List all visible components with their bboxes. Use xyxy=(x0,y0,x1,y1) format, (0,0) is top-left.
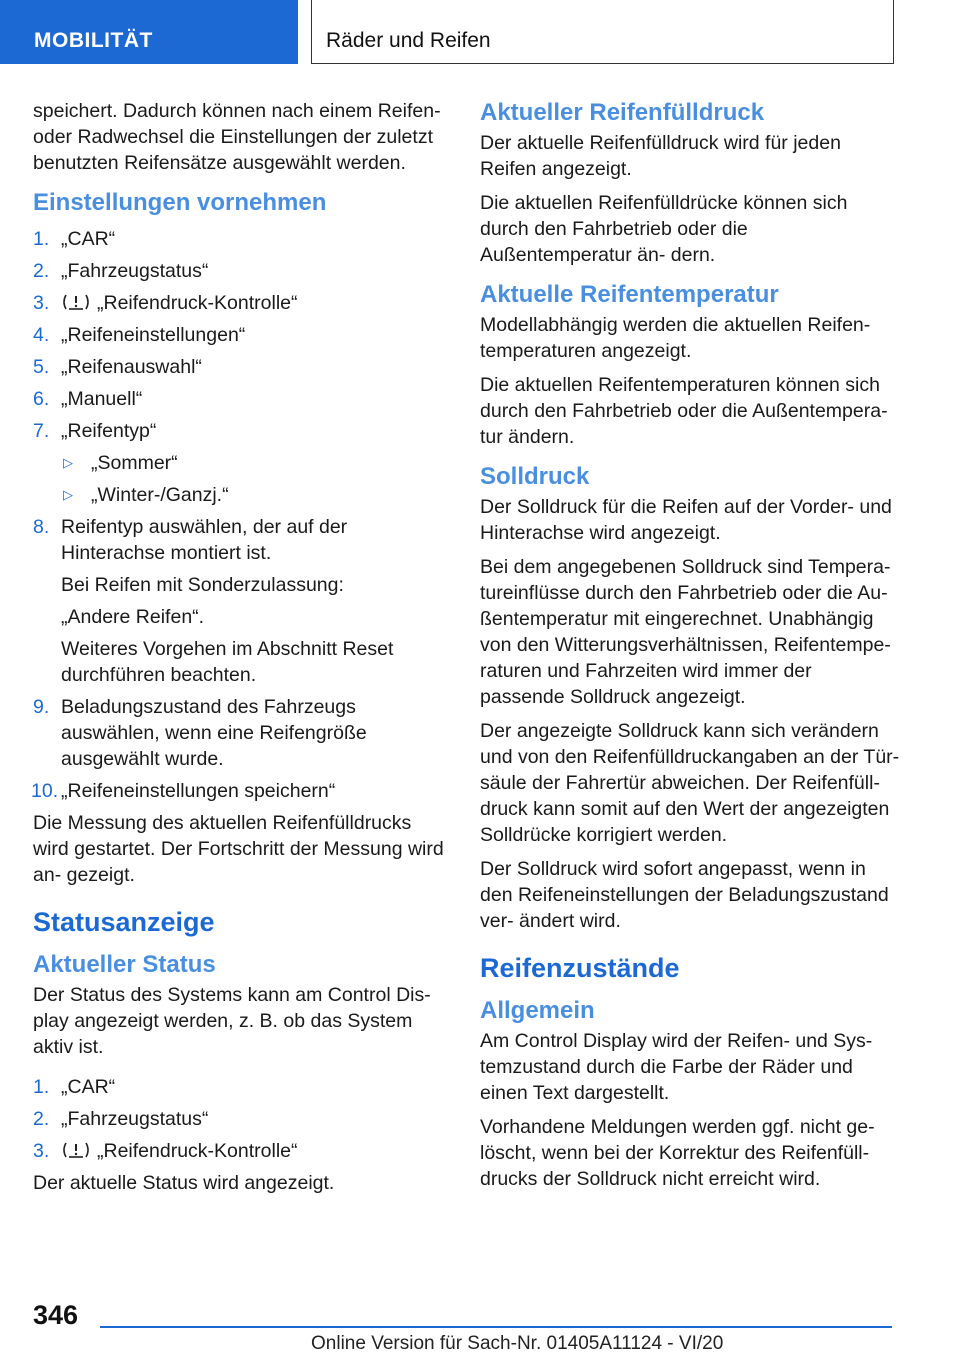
measure-paragraph: Die Messung des aktuellen Reifenfülldrucks wird gestartet. Der Fortschritt der Messung wird an- gezeigt. xyxy=(33,812,444,886)
triangle-bullet-icon: ▷ xyxy=(63,487,73,502)
list-item: 3. „Reifendruck-Kontrolle“ xyxy=(33,292,298,314)
temperature-paragraph-2: Die aktuellen Reifentemperaturen können sich durch den Fahrbetrieb oder die Außentempera- tur ändern. xyxy=(480,374,888,448)
general-paragraph-1: Am Control Display wird der Reifen- und Sys- temzustand durch die Farbe der Räder und einen Text dargestellt. xyxy=(480,1030,873,1104)
pressure-paragraph-1: Der aktuelle Reifenfülldruck wird für jeden Reifen angezeigt. xyxy=(480,132,841,180)
status-result: Der aktuelle Status wird angezeigt. xyxy=(33,1172,335,1194)
general-paragraph-2: Vorhandene Meldungen werden ggf. nicht ge- löscht, wenn bei der Korrektur des Reifenfüll- drucks der Solldruck nicht erreicht wird. xyxy=(480,1116,875,1190)
footer-divider xyxy=(100,1326,892,1328)
footer-online-version: Online Version für Sach-Nr. 01405A11124 - VI/20 xyxy=(311,1333,724,1354)
sub-list-item: ▷ „Winter-/Ganzj.“ xyxy=(63,484,229,506)
right-column xyxy=(480,98,900,1200)
list-item: 7. „Reifentyp“ xyxy=(33,420,157,442)
list-item: 1. „CAR“ xyxy=(33,1076,116,1098)
target-paragraph-2: Bei dem angegebenen Solldruck sind Tempera- tureinflüsse durch den Fahrbetrieb oder die Au- ßentemperatur mit eingerechnet. Unabhängig von den Witterungsverhältnissen, Reifentempe- raturen und Fahrzeiten wird immer der passende Solldruck angezeigt. xyxy=(480,556,891,708)
page-number: 346 xyxy=(33,1300,79,1330)
tire-pressure-warning-icon xyxy=(61,1140,91,1160)
left-column xyxy=(33,98,448,1204)
list-item: 2. „Fahrzeugstatus“ xyxy=(33,260,209,282)
heading-general: Allgemein xyxy=(480,997,595,1024)
chapter-title: Räder und Reifen xyxy=(326,29,491,52)
sub-list-item: ▷ „Sommer“ xyxy=(63,452,178,474)
target-paragraph-3: Der angezeigte Solldruck kann sich verändern und von den Reifenfülldruckangaben an der Tür- säule der Fahrertür abweichen. Der Reifenfüll- druck kann somit auf den Wert der angezeigten Solldrücke korrigiert werden. xyxy=(480,720,900,846)
pressure-paragraph-2: Die aktuellen Reifenfülldrücke können sich durch den Fahrbetrieb oder die Außentemperatur än- dern. xyxy=(480,192,848,266)
list-item: 8. Reifentyp auswählen, der auf der Hinterachse montiert ist. xyxy=(33,516,348,564)
temperature-paragraph-1: Modellabhängig werden die aktuellen Reifen- temperaturen angezeigt. xyxy=(480,314,871,362)
list-item: 1. „CAR“ xyxy=(33,228,116,250)
list-item: 5. „Reifenauswahl“ xyxy=(33,356,202,378)
heading-current-temperature: Aktuelle Reifentemperatur xyxy=(480,281,779,308)
heading-tire-states: Reifenzustände xyxy=(480,953,680,983)
list-item: 10. „Reifeneinstellungen speichern“ xyxy=(31,780,336,802)
list-item: 6. „Manuell“ xyxy=(33,388,143,410)
target-paragraph-4: Der Solldruck wird sofort angepasst, wenn in den Reifeneinstellungen der Beladungszustand ver- ändert wird. xyxy=(480,858,889,932)
tire-pressure-warning-icon xyxy=(61,292,91,312)
step-note: „Andere Reifen“. xyxy=(61,606,205,628)
heading-status-display: Statusanzeige xyxy=(33,907,215,937)
status-paragraph: Der Status des Systems kann am Control Dis- play angezeigt werden, z. B. ob das System aktiv ist. xyxy=(33,984,431,1058)
heading-current-status: Aktueller Status xyxy=(33,951,216,978)
step-note: Weiteres Vorgehen im Abschnitt Reset durchführen beachten. xyxy=(61,638,394,686)
list-item: 3. „Reifendruck-Kontrolle“ xyxy=(33,1140,298,1162)
list-item: 9. Beladungszustand des Fahrzeugs auswählen, wenn eine Reifengröße ausgewählt wurde. xyxy=(33,696,367,770)
list-item: 4. „Reifeneinstellungen“ xyxy=(33,324,246,346)
triangle-bullet-icon: ▷ xyxy=(63,455,73,470)
chapter-header xyxy=(311,0,894,64)
target-paragraph-1: Der Solldruck für die Reifen auf der Vorder- und Hinterachse wird angezeigt. xyxy=(480,496,892,544)
step-note: Bei Reifen mit Sonderzulassung: xyxy=(61,574,344,596)
heading-target-pressure: Solldruck xyxy=(480,463,590,490)
section-label: MOBILITÄT xyxy=(34,29,153,52)
heading-current-pressure: Aktueller Reifenfülldruck xyxy=(480,99,765,126)
heading-settings: Einstellungen vornehmen xyxy=(33,189,327,216)
intro-paragraph: speichert. Dadurch können nach einem Reifen- oder Radwechsel die Einstellungen der zuletzt benutzten Reifensätze ausgewählt werden. xyxy=(33,100,441,174)
section-tab xyxy=(0,0,298,64)
list-item: 2. „Fahrzeugstatus“ xyxy=(33,1108,209,1130)
